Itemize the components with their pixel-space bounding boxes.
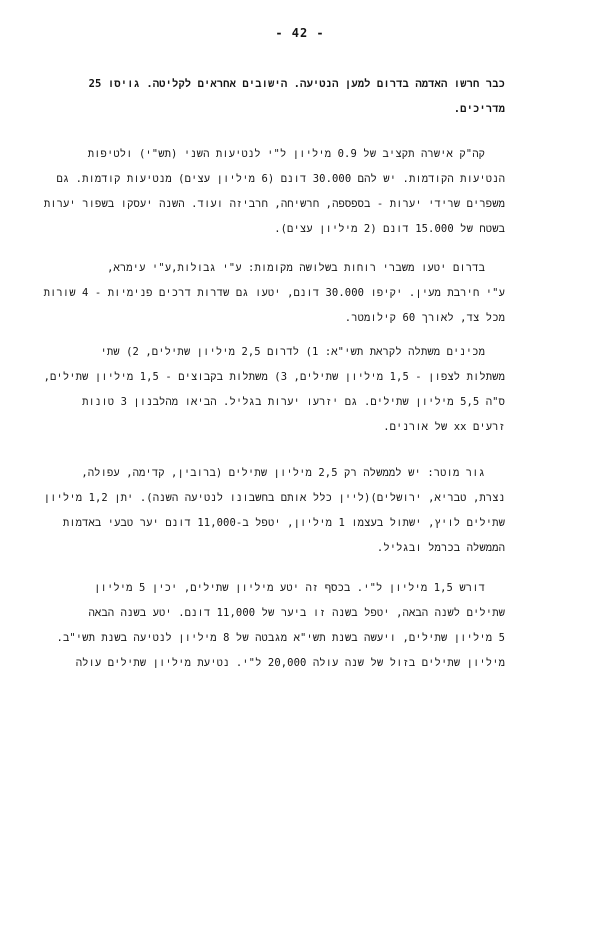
text-line: בדרום יטעו משברי רוחות בשלושה מקומות: ע"י גבולות,ע"י עימרא,	[107, 262, 485, 274]
text-line: מיליון שתילים בזול של שנה עולה 20,000 ל"י. נטיעת מיליון שתילים עולה	[75, 657, 505, 669]
text-line: שתילים לויץ, ישתול בעצמו 1 מיליון, יטפל ב-11,000 דונם יער טבעי באדמות	[62, 517, 505, 529]
text-line: כבר חרשו האדמה בדרום למען הנטיעה. הישובים אחראים לקליטה. גויסו 25	[88, 78, 505, 90]
text-line: בשטח של 15.000 דונם (2 מיליון עצים).	[274, 223, 505, 235]
page-number: - 42 -	[275, 26, 325, 40]
text-line: זרעים xx של אורנים.	[383, 421, 505, 433]
text-line: מכל צד, לאורך 60 קילומטר.	[344, 312, 505, 324]
text-line: ע"י חירבת מעין. יקיפו 30.000 דונם, יטעו גם שדרות דרכים פנימיות - 4 שורות	[43, 287, 505, 299]
text-line: משפרים שרידי יערות - בספספה, חרשיחה, חרביזה ועוד. השנה יעסקו בשפור יערות	[43, 198, 505, 210]
paragraph-1	[88, 72, 505, 122]
text-line: משתלות לצפון - 1,5 מיליון שתילים, 3) משתלות בקבוצים - 1,5 מיליון שתילים,	[43, 371, 505, 383]
text-line: הממשלה בכרמל ובגליל.	[376, 542, 505, 554]
paragraph-6	[56, 576, 505, 676]
paragraph-4	[43, 340, 505, 440]
text-line: שתילים לשנה הבאה, יטפל בשנה זו ביער של 11,000 דונם. יטע בשנה הבאה	[88, 607, 505, 619]
text-line: נצרת, טבריא, ירושלים)(ליין כלל אותם בחשבונו לנטיעה השנה). יתן 1,2 מיליון	[43, 492, 505, 504]
text-line: 5 מיליון שתילים, ויעשה בשנת תשי"א מגבטה של 8 מיליון לנטיעה בשנת תשי"ב.	[56, 632, 505, 644]
text-line: מכינים משתלה לקראת תשי"א: 1) לדרום 2,5 מיליון שתילים, 2) שתי	[100, 346, 485, 358]
text-line: דורש 1,5 מיליון ל"י. בכסף זה יטע מיליון שתילים, יכין 5 מיליון	[94, 582, 485, 594]
paragraph-5	[43, 461, 505, 561]
text-line: גור מוטר: יש לממשלה רק 2,5 מיליון שתילים (ברובין, קדימה, עפולה,	[81, 467, 485, 479]
text-line: הנטיעות הקודמות. יש להם 30.000 דונם (6 מיליון עצים) מנטיעות קודמות. גם	[56, 173, 505, 185]
text-line: מדריכים.	[453, 103, 505, 115]
text-line: קה"ק אישרה תקציב של 0.9 מיליון ל"י לנטיעות השני (תש"י) ולטיפות	[87, 148, 485, 160]
paragraph-2	[43, 142, 505, 242]
paragraph-3	[43, 256, 505, 331]
text-line: ס"ה 5,5 מיליון שתילים. גם יזרעו יערות בגליל. הביאו מהלבנון 3 טונות	[82, 396, 505, 408]
